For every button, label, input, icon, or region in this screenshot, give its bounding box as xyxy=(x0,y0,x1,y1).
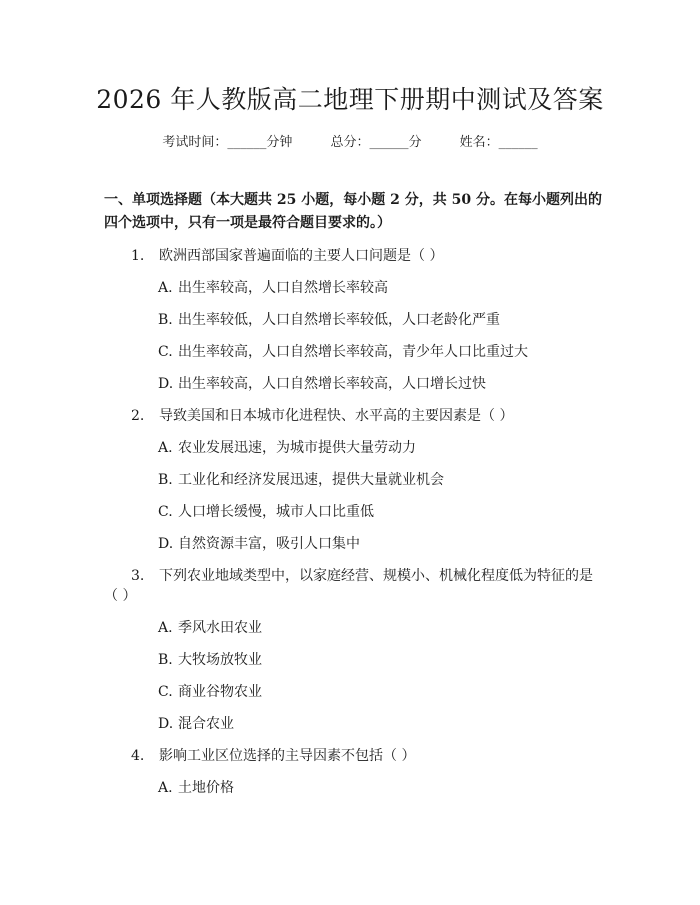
q3-option-d xyxy=(158,713,234,733)
option-letter: C. xyxy=(158,684,173,700)
q3-option-c xyxy=(158,681,262,701)
option-text: 商业谷物农业 xyxy=(178,684,262,700)
section-heading: 一、单项选择题（本大题共 25 小题，每小题 2 分，共 50 分。在每小题列出的四个选项中，只有一项是最符合题目要求的。） xyxy=(104,192,602,231)
exam-info xyxy=(0,131,700,150)
option-letter: D. xyxy=(158,376,174,392)
q1-option-c xyxy=(158,341,528,361)
option-text: 农业发展迅速，为城市提供大量劳动力 xyxy=(178,440,416,456)
question-3 xyxy=(131,565,593,585)
question-3-continuation: （ ） xyxy=(104,588,137,604)
option-text: 人口增长缓慢，城市人口比重低 xyxy=(178,504,374,520)
option-text: 混合农业 xyxy=(178,716,234,732)
question-number: 3. xyxy=(131,568,145,584)
option-text: 出生率较低，人口自然增长率较低，人口老龄化严重 xyxy=(178,312,500,328)
option-letter: B. xyxy=(158,652,173,668)
option-letter: D. xyxy=(158,536,174,552)
q3-option-a xyxy=(158,617,262,637)
question-text: 影响工业区位选择的主导因素不包括（ ） xyxy=(159,748,416,764)
question-2 xyxy=(131,405,513,425)
question-4 xyxy=(131,745,415,765)
question-text: 导致美国和日本城市化进程快、水平高的主要因素是（ ） xyxy=(159,408,514,424)
exam-time-field: 考试时间：______分钟 xyxy=(162,135,293,150)
option-letter: B. xyxy=(158,312,173,328)
q1-option-b xyxy=(158,309,500,329)
option-letter: A. xyxy=(158,780,173,796)
option-text: 季风水田农业 xyxy=(178,620,262,636)
option-letter: A. xyxy=(158,620,173,636)
question-text: 下列农业地域类型中，以家庭经营、规模小、机械化程度低为特征的是 xyxy=(159,568,593,584)
option-text: 出生率较高，人口自然增长率较高，青少年人口比重过大 xyxy=(178,344,528,360)
option-letter: C. xyxy=(158,344,173,360)
question-number: 2. xyxy=(131,408,145,424)
option-letter: A. xyxy=(158,280,173,296)
page-title: 2026 年人教版高二地理下册期中测试及答案 xyxy=(96,85,604,114)
option-text: 工业化和经济发展迅速，提供大量就业机会 xyxy=(178,472,444,488)
option-letter: C. xyxy=(158,504,173,520)
q2-option-c xyxy=(158,501,374,521)
option-text: 自然资源丰富，吸引人口集中 xyxy=(178,536,360,552)
q1-option-a xyxy=(158,277,388,297)
option-text: 出生率较高，人口自然增长率较高，人口增长过快 xyxy=(178,376,486,392)
total-score-field: 总分：______分 xyxy=(330,135,422,150)
student-name-field: 姓名：______ xyxy=(459,135,538,150)
q2-option-a xyxy=(158,437,416,457)
option-letter: B. xyxy=(158,472,173,488)
question-number: 1. xyxy=(131,248,145,264)
option-letter: D. xyxy=(158,716,174,732)
option-text: 大牧场放牧业 xyxy=(178,652,262,668)
option-letter: A. xyxy=(158,440,173,456)
question-number: 4. xyxy=(131,748,145,764)
q4-option-a xyxy=(158,777,234,797)
q3-option-b xyxy=(158,649,262,669)
q2-option-b xyxy=(158,469,444,489)
q1-option-d xyxy=(158,373,486,393)
question-text: 欧洲西部国家普遍面临的主要人口问题是（ ） xyxy=(159,248,444,264)
option-text: 出生率较高，人口自然增长率较高 xyxy=(178,280,388,296)
option-text: 土地价格 xyxy=(178,780,234,796)
question-1 xyxy=(131,245,443,265)
q2-option-d xyxy=(158,533,360,553)
